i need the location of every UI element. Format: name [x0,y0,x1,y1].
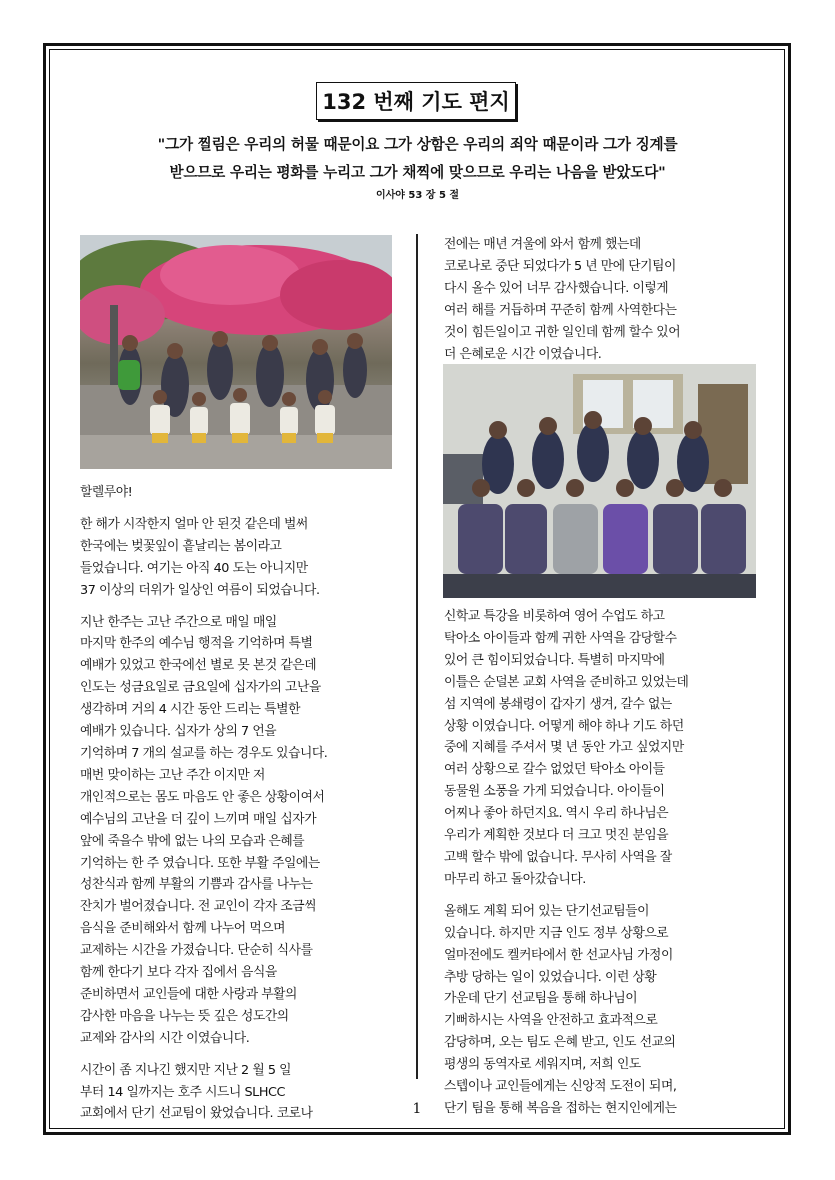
letter-title [316,82,516,120]
left-p2-line: 잔치가 벌어졌습니다. 전 교인이 각자 조금씩 [80,899,317,915]
right-p1-line: 더 은혜로운 시간 이였습니다. [444,346,602,362]
right-p2-line: 우리가 계획한 것보다 더 크고 멋진 분임을 [444,828,669,844]
left-p1-line: 37 이상의 더위가 일상인 여름이 되었습니다. [80,582,320,598]
right-p1-line: 여러 해를 거듭하며 꾸준히 함께 사역한다는 [444,302,677,318]
right-p3-line: 단기 팀을 통해 복음을 접하는 현지인에게는 [444,1100,677,1116]
right-p3-line: 가운데 단기 선교팀을 통해 하나님이 [444,991,638,1007]
photo-team-indoors [443,364,756,598]
left-column [80,482,405,1125]
left-p2-line: 마지막 한주의 예수님 행적을 기억하며 특별 [80,636,313,652]
photo-group-garden [80,235,392,469]
right-p3-line: 얼마전에도 켈커타에서 한 선교사님 가정이 [444,947,673,963]
right-p2-line: 어찌나 좋아 하던지요. 역시 우리 하나님은 [444,806,669,822]
right-p1-line: 다시 올수 있어 너무 감사했습니다. 이렇게 [444,280,669,296]
left-p3-line: 부터 14 일까지는 호주 시드니 SLHCC [80,1084,285,1100]
right-p1-line: 것이 힘든일이고 귀한 일인데 함께 할수 있어 [444,324,681,340]
right-p3-line: 평생의 동역자로 세워지며, 저희 인도 [444,1057,641,1073]
left-p2-line: 음식을 준비해와서 함께 나누어 먹으며 [80,921,286,937]
left-p2-line: 기억하며 7 개의 설교를 하는 경우도 있습니다. [80,745,328,761]
left-p2-line: 준비하면서 교인들에 대한 사랑과 부활의 [80,986,297,1002]
right-p2-line: 신학교 특강을 비롯하여 영어 수업도 하고 [444,609,665,624]
left-p2-line: 생각하며 거의 4 시간 동안 드리는 특별한 [80,702,300,718]
right-p2-line: 섬 지역에 봉쇄령이 갑자기 생겨, 갈수 없는 [444,696,672,712]
column-divider [416,234,418,1079]
right-p3-line: 기뻐하시는 사역을 안전하고 효과적으로 [444,1013,658,1029]
right-p1-line: 코로나로 중단 되었다가 5 년 만에 단기팀이 [444,258,676,274]
left-p2-line: 감사한 마음을 나누는 뜻 깊은 성도간의 [80,1008,289,1024]
verse-reference: 이사야 53 장 5 절 [375,190,460,201]
left-p3-line: 교회에서 단기 선교팀이 왔었습니다. 코로나 [80,1106,313,1122]
verse-line-1: "그가 찔림은 우리의 허물 때문이요 그가 상함은 우리의 죄악 때문이라 그가 징계를 [157,136,678,153]
right-p1-line: 전에는 매년 겨울에 와서 함께 했는데 [444,237,641,252]
right-column-top [444,234,769,365]
page-number: 1 [412,1101,422,1117]
left-p2-line: 기억하는 한 주 였습니다. 또한 부활 주일에는 [80,855,320,871]
right-p3-line: 있습니다. 하지만 지금 인도 정부 상황으로 [444,925,669,941]
right-p3-line: 스텝이나 교인들에게는 신앙적 도전이 되며, [444,1079,677,1095]
left-p1-line: 한국에는 벚꽃잎이 흩날리는 봄이라고 [80,538,282,554]
left-p2-line: 교제와 감사의 시간 이였습니다. [80,1030,250,1046]
greeting: 할렐루야! [80,485,133,500]
scripture-verse [60,131,775,187]
right-p2-line: 탁아소 아이들과 함께 귀한 사역을 감당할수 [444,630,677,646]
left-p3-line: 시간이 좀 지나긴 했지만 지난 2 월 5 일 [80,1062,292,1078]
right-p3-line: 추방 당하는 일이 있었습니다. 이런 상황 [444,969,657,985]
left-p2-line: 인도는 성금요일로 금요일에 십자가의 고난을 [80,680,321,696]
left-p2-line: 예배가 있었고 한국에선 별로 못 본것 같은데 [80,658,317,674]
right-p2-line: 고백 할수 밖에 없습니다. 무사히 사역을 잘 [444,849,672,865]
left-p2-line: 함께 한다기 보다 각자 집에서 음식을 [80,965,277,981]
verse-line-2: 받으므로 우리는 평화를 누리고 그가 채찍에 맞으므로 우리는 나음을 받았도다" [169,164,666,181]
letter-title-text: 132 번째 기도 편지 [322,90,510,114]
right-p2-line: 여러 상황으로 갈수 없었던 탁아소 아이들 [444,762,665,778]
left-p1-line: 한 해가 시작한지 얼마 안 된것 같은데 벌써 [80,516,308,532]
photo-team-indoors-image [443,364,756,598]
left-p2-line: 앞에 죽을수 밖에 없는 나의 모습과 은혜를 [80,833,305,849]
left-p2-line: 예배가 있습니다. 십자가 상의 7 언을 [80,724,277,740]
right-p2-line: 마무리 하고 돌아갔습니다. [444,871,586,887]
left-p2-line: 개인적으로는 몸도 마음도 안 좋은 상황이여서 [80,789,325,805]
photo-group-garden-image [80,235,392,469]
right-column-bottom [444,606,769,1120]
right-p2-line: 있어 큰 힘이되었습니다. 특별히 마지막에 [444,652,665,668]
right-p2-line: 상황 이였습니다. 어떻게 해야 하나 기도 하던 [444,718,684,734]
right-p2-line: 이틀은 순덜본 교회 사역을 준비하고 있었는데 [444,674,689,690]
left-p2-line: 매번 맞이하는 고난 주간 이지만 저 [80,767,265,783]
left-p2-line: 지난 한주는 고난 주간으로 매일 매일 [80,614,277,630]
right-p2-line: 동물원 소풍을 가게 되었습니다. 아이들이 [444,784,665,800]
right-p3-line: 감당하며, 오는 팀도 은혜 받고, 인도 선교의 [444,1035,676,1051]
left-p2-line: 교제하는 시간을 가졌습니다. 단순히 식사를 [80,943,313,959]
left-p2-line: 예수님의 고난을 더 깊이 느끼며 매일 십자가 [80,811,317,827]
right-p3-line: 올해도 계획 되어 있는 단기선교팀들이 [444,903,650,919]
left-p1-line: 들었습니다. 여기는 아직 40 도는 아니지만 [80,560,308,576]
left-p2-line: 성찬식과 함께 부활의 기쁨과 감사를 나누는 [80,877,313,893]
right-p2-line: 중에 지혜를 주셔서 몇 년 동안 가고 싶었지만 [444,740,684,756]
